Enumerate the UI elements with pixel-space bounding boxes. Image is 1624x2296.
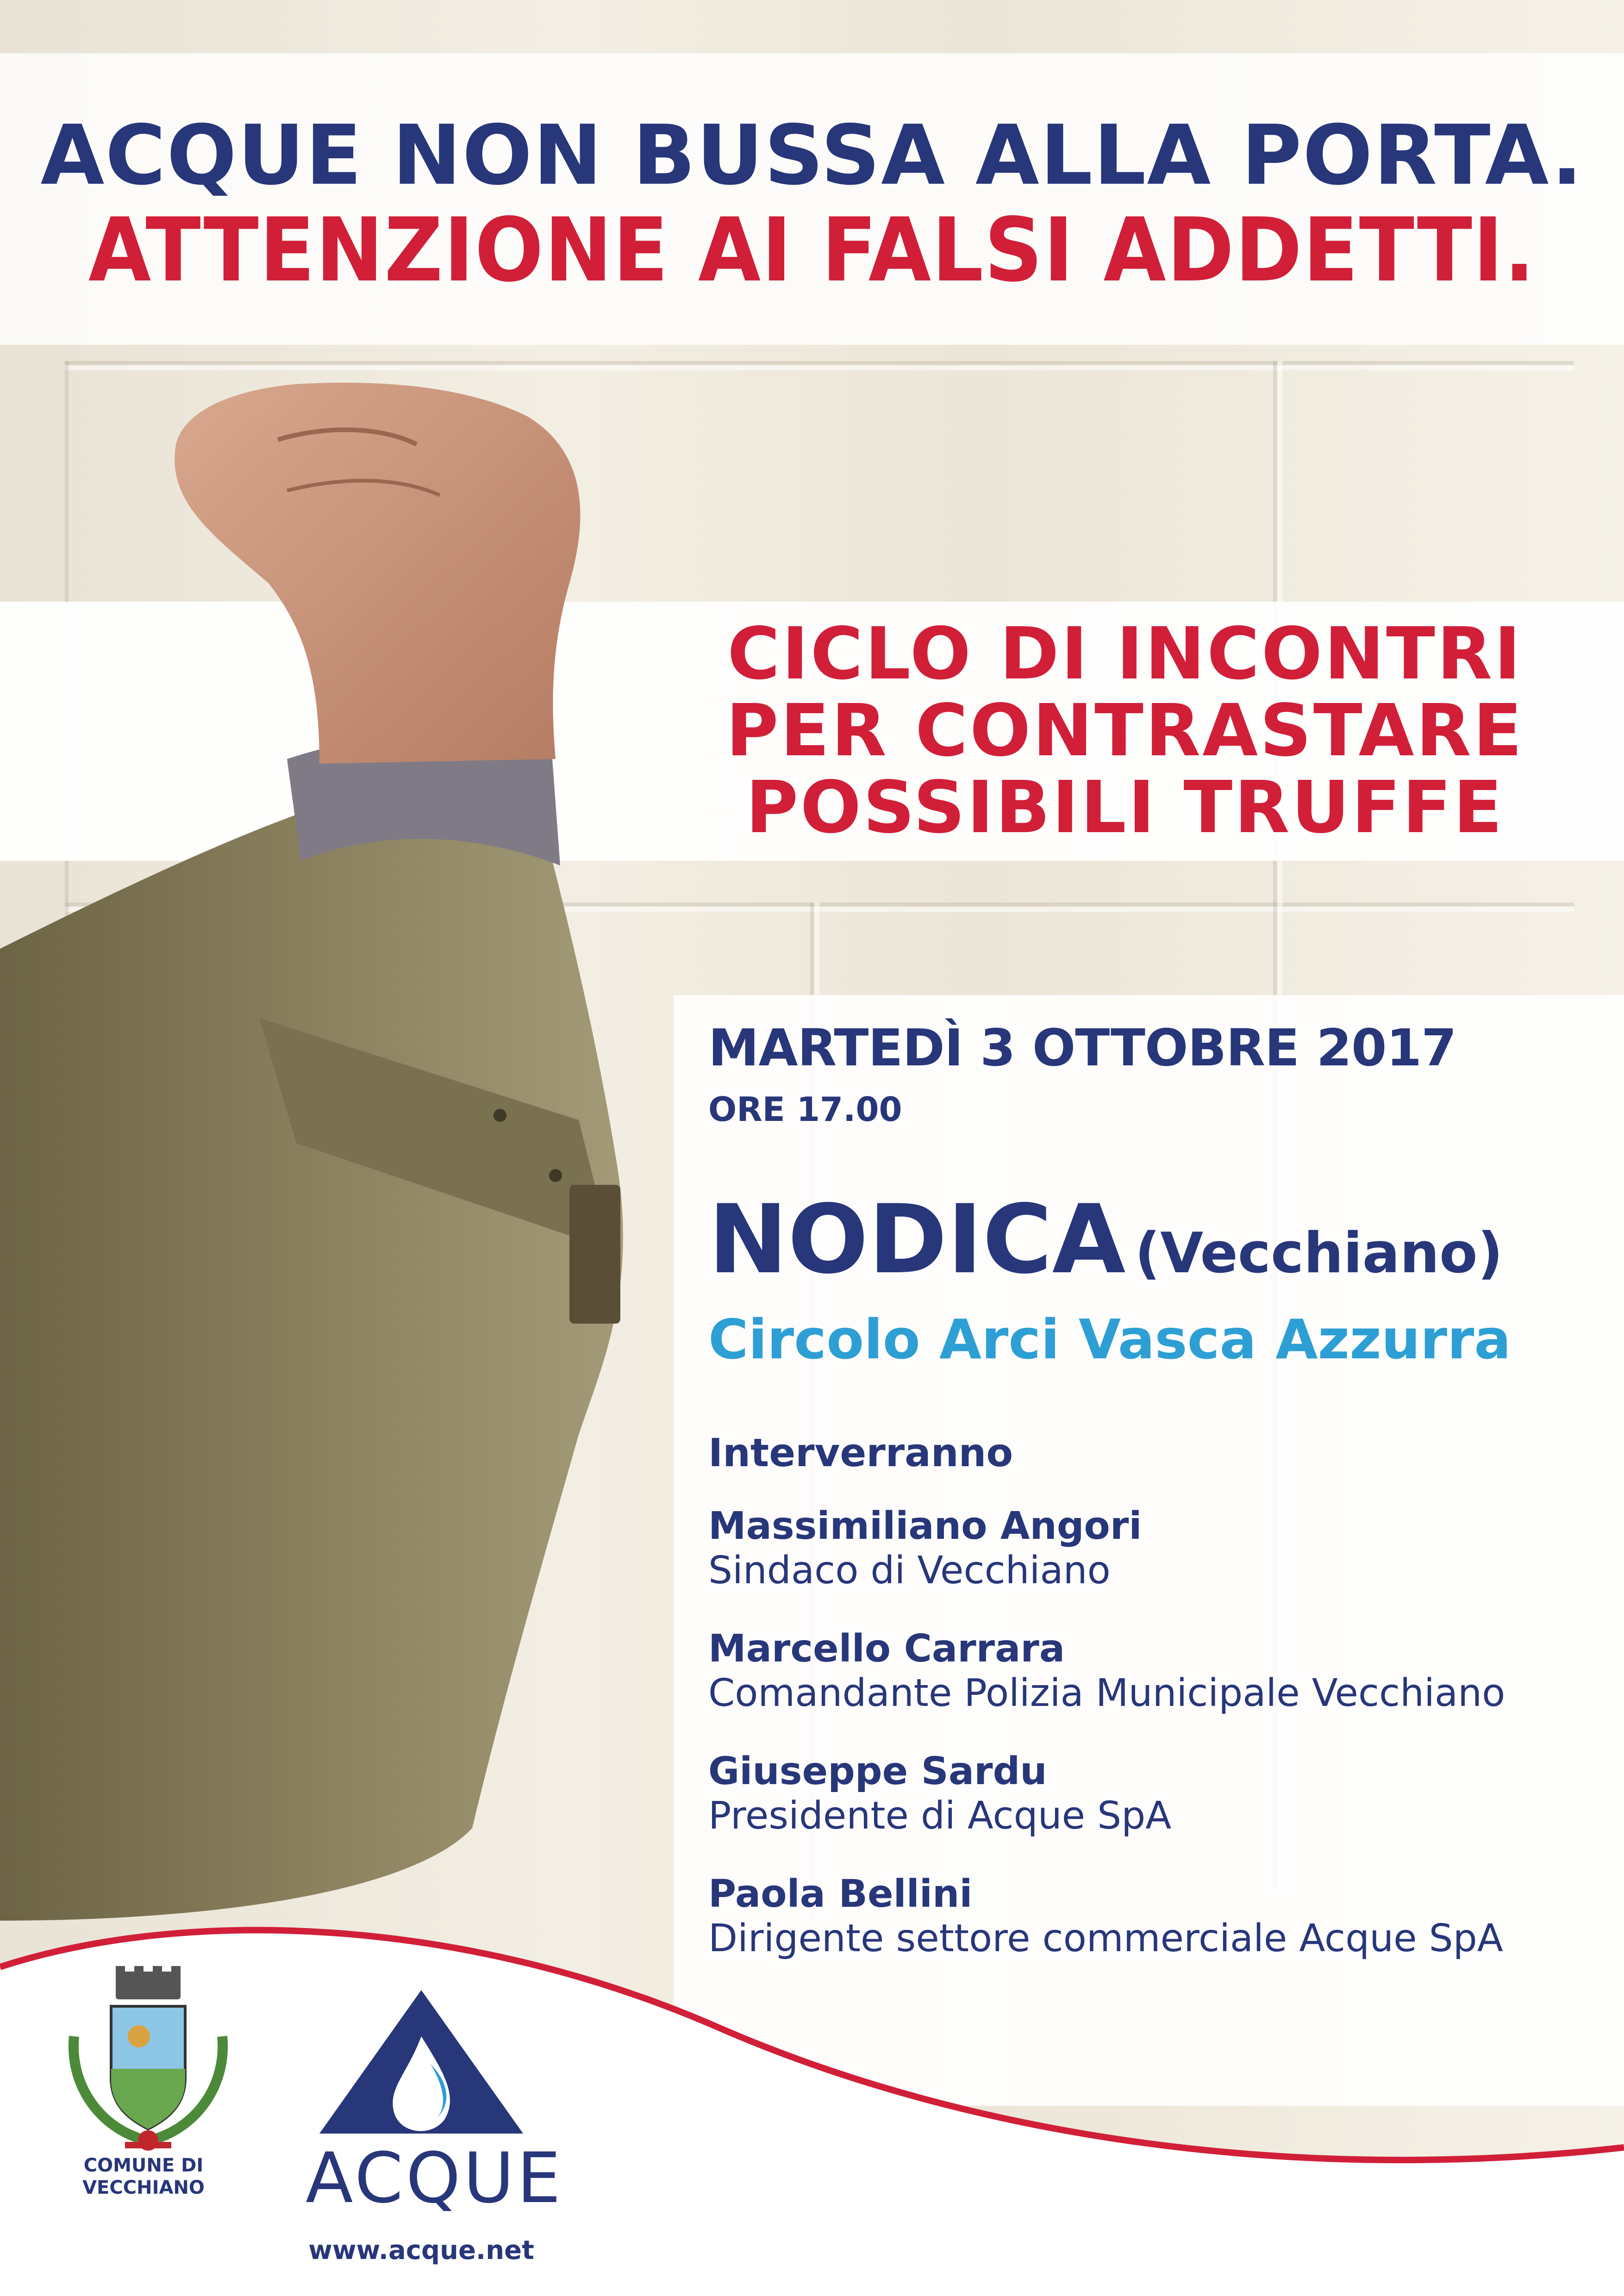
sleeve-buckle [569,1185,620,1324]
comune-coat-of-arms-icon [46,1962,250,2157]
acque-website-link[interactable]: www.acque.net [308,2235,534,2265]
comune-caption [65,2154,222,2199]
speaker-name: Massimiliano Angori [708,1504,1142,1548]
coat-sleeve [0,787,623,1921]
coat-button-hole [549,1169,562,1182]
fist [175,383,580,764]
speaker-role: Dirigente settore commerciale Acque SpA [708,1916,1503,1960]
speaker-item [708,1627,1505,1716]
event-area: (Vecchiano) [1135,1221,1503,1286]
event-venue: Circolo Arci Vasca Azzurra [708,1307,1511,1371]
speaker-role: Sindaco di Vecchiano [708,1549,1111,1593]
speaker-role: Presidente di Acque SpA [708,1794,1172,1838]
speaker-item [708,1749,1171,1838]
speaker-role: Comandante Polizia Municipale Vecchiano [708,1671,1505,1715]
event-city: NODICA [708,1185,1126,1295]
comune-caption-line-2: VECCHIANO [82,2177,205,2198]
speaker-name: Paola Bellini [708,1872,973,1916]
event-date: MARTEDÌ 3 OTTOBRE 2017 [708,1018,1456,1077]
subheadline-line-1: CICLO DI INCONTRI [727,612,1523,696]
headline-line-1: ACQUE NON BUSSA ALLA PORTA. [40,107,1584,203]
comune-caption-line-1: COMUNE DI [83,2155,204,2176]
event-location [708,1185,1503,1295]
event-time: ORE 17.00 [708,1090,902,1129]
acque-logo-icon [306,1985,537,2138]
speaker-name: Marcello Carrara [708,1627,1065,1671]
subheadline-line-2: PER CONTRASTARE [726,689,1524,772]
speaker-item [708,1504,1142,1593]
acque-brand-name: ACQUE [306,2138,564,2219]
speaker-name: Giuseppe Sardu [708,1749,1047,1793]
subheadline [685,612,1565,849]
speakers-label: Interverranno [708,1430,1013,1475]
coat-button-hole [493,1109,506,1122]
subheadline-line-3: POSSIBILI TRUFFE [745,765,1505,849]
headline-line-2: ATTENZIONE AI FALSI ADDETTI. [88,199,1536,301]
